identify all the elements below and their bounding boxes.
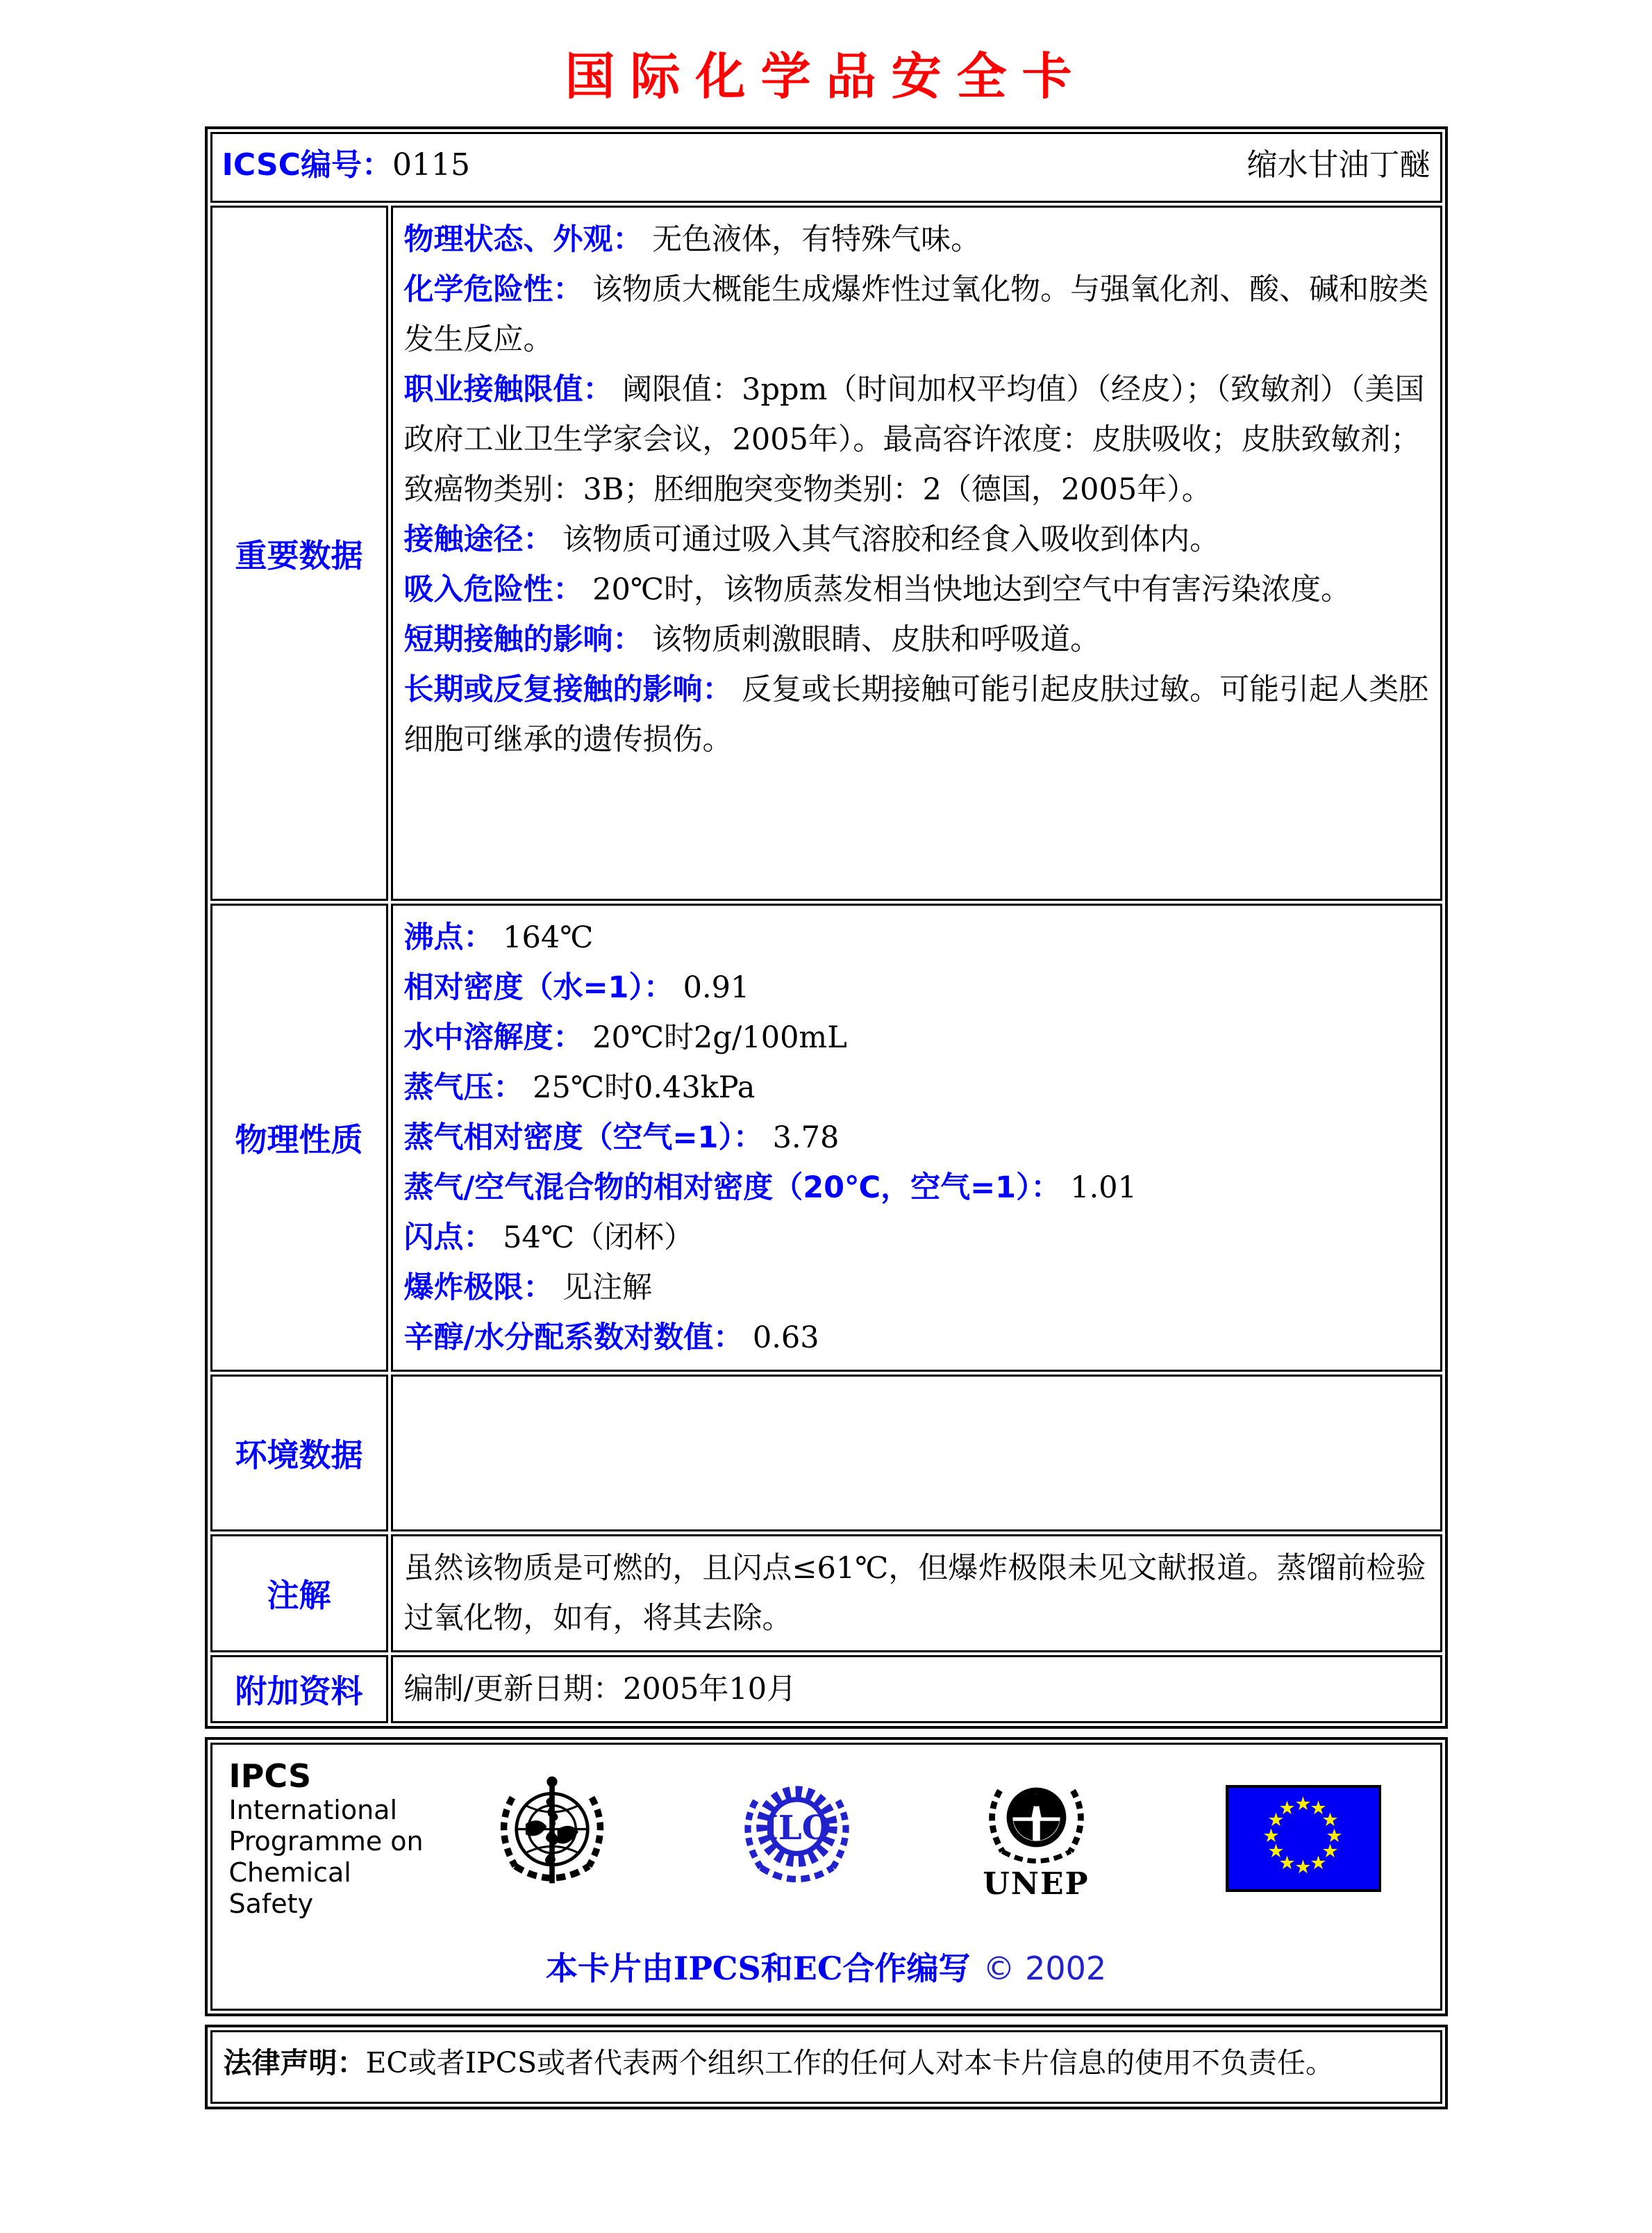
unep-logo-icon [976,1775,1097,1902]
list-item: 闪点： 54℃（闭杯） [403,1220,694,1255]
list-item: 蒸气压： 25℃时0.43kPa [403,1070,756,1105]
notes-content [391,1534,1442,1652]
icsc-number-group [222,140,470,184]
who-logo-icon [486,1771,618,1906]
unep-logo-text: UNEP [983,1866,1090,1902]
list-item: 化学危险性： 该物质大概能生成爆炸性过氧化物。与强氧化剂、酸、碱和胺类发生反应。 [403,272,1429,357]
ilo-logo-text: ILO [762,1809,831,1848]
legal-label: 法律声明： [223,2045,366,2080]
eu-star-icon: ★ [1321,1840,1339,1862]
credit-text: 本卡片由IPCS和EC合作编写 [545,1949,971,1987]
list-item: 吸入危险性： 20℃时，该物质蒸发相当快地达到空气中有害污染浓度。 [403,572,1351,607]
environmental-data-section-label: 环境数据 [210,1375,388,1531]
notes-section-label: 注解 [210,1534,388,1652]
list-item: 相对密度（水=1）： 0.91 [403,970,750,1005]
important-data-section-label: 重要数据 [210,206,388,901]
eu-flag-icon [1226,1785,1381,1892]
list-item: 物理状态、外观： 无色液体，有特殊气味。 [403,222,981,257]
list-item: 职业接触限值： 阈限值：3ppm（时间加权平均值）（经皮）；（致敏剂）（美国政府工业卫生学家会议，2005年）。最高容许浓度：皮肤吸收；皮肤致敏剂；致癌物类别：3B；胚细胞突变物类别：2（德国，2005年）。 [403,372,1425,507]
card-document [205,126,1448,2109]
additional-info-section-label: 附加资料 [210,1655,388,1723]
eu-star-icon: ★ [1278,1797,1296,1819]
eu-star-icon: ★ [1310,1852,1327,1874]
eu-star-icon: ★ [1267,1840,1285,1862]
eu-star-icon: ★ [1326,1825,1343,1847]
list-item: 蒸气/空气混合物的相对密度（20℃，空气=1）： 1.01 [403,1170,1137,1205]
header-cell [210,132,1442,203]
physical-properties-row [210,904,1442,1372]
eu-star-icon: ★ [1262,1825,1280,1847]
additional-info-text: 编制/更新日期：2005年10月 [403,1672,797,1707]
ilo-logo-icon [733,1773,861,1904]
eu-star-icon: ★ [1321,1809,1339,1831]
eu-star-icon: ★ [1294,1856,1312,1878]
list-item: 接触途径： 该物质可通过吸入其气溶胶和经食入吸收到体内。 [403,522,1220,557]
important-data-content [391,206,1442,901]
page-title: 国际化学品安全卡 [565,47,1087,106]
important-data-row [210,206,1442,901]
eu-star-icon: ★ [1294,1793,1312,1815]
list-item: 沸点： 164℃ [403,920,594,955]
chemical-name: 缩水甘油丁醚 [1246,147,1430,183]
icsc-number-value: 0115 [392,147,470,183]
ipcs-text-block [226,1757,437,1920]
card-table [205,126,1448,1729]
footer-box [205,1737,1448,2016]
footer-box-inner [210,1743,1442,2011]
notes-row [210,1534,1442,1652]
ipcs-title: IPCS [228,1757,312,1795]
environmental-data-row [210,1375,1442,1531]
legal-box-inner [210,2030,1442,2104]
ipcs-subtitle-line: International [228,1795,398,1826]
eu-star-icon: ★ [1267,1809,1285,1831]
copyright-text: © 2002 [983,1949,1107,1987]
physical-properties-content [391,904,1442,1372]
list-item: 蒸气相对密度（空气=1）： 3.78 [403,1120,840,1155]
ipcs-subtitle-line: Chemical Safety [228,1857,351,1919]
ipcs-subtitle-line: Programme on [228,1826,424,1857]
icsc-number-label: ICSC编号： [222,147,392,183]
list-item: 辛醇/水分配系数对数值： 0.63 [403,1320,819,1355]
notes-text: 虽然该物质是可燃的，且闪点≤61℃，但爆炸极限未见文献报道。蒸馏前检验过氧化物，如有，将其去除。 [403,1551,1426,1636]
logos-row [226,1757,1426,1920]
additional-info-row [210,1655,1442,1723]
list-item: 短期接触的影响： 该物质刺激眼睛、皮肤和呼吸道。 [403,622,1101,657]
credit-line [226,1943,1426,1989]
environmental-data-content [391,1375,1442,1531]
legal-box [205,2025,1448,2109]
physical-properties-section-label: 物理性质 [210,904,388,1372]
list-item: 长期或反复接触的影响： 反复或长期接触可能引起皮肤过敏。可能引起人类胚细胞可继承的遗传损伤。 [403,672,1429,757]
legal-text: EC或者IPCS或者代表两个组织工作的任何人对本卡片信息的使用不负责任。 [365,2045,1335,2080]
eu-star-icon: ★ [1278,1852,1296,1874]
eu-star-icon: ★ [1310,1797,1327,1819]
additional-info-content [391,1655,1442,1723]
header-row [210,132,1442,203]
list-item: 水中溶解度： 20℃时2g/100mL [403,1020,847,1055]
list-item: 爆炸极限： 见注解 [403,1270,653,1305]
